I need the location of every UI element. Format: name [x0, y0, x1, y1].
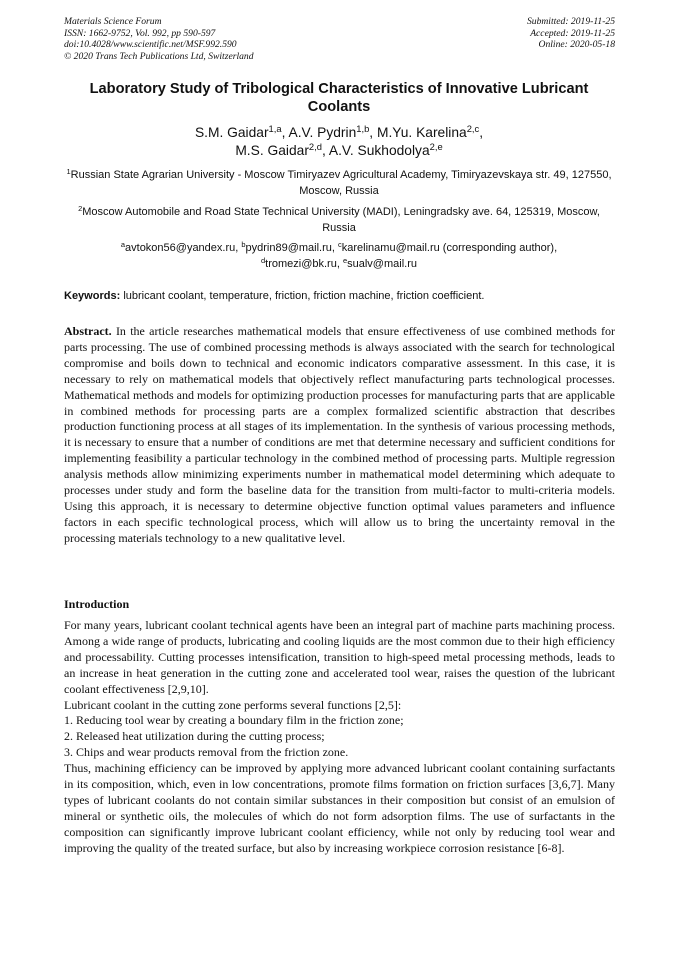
- affiliation-text: Russian State Agrarian University - Moscow Timiryazev Agricultural Academy, Timiryazevskaya str. 49, 127550, Moscow, Russia: [70, 169, 612, 197]
- journal-issn: ISSN: 1662-9752, Vol. 992, pp 590-597: [64, 27, 216, 39]
- email-mark: b: [241, 239, 246, 249]
- introduction-body: [64, 618, 615, 857]
- email-link[interactable]: avtokon56@yandex.ru,: [125, 242, 239, 254]
- author-list: S.M. Gaidar$^{1,a}$, A.V. Pydrin$^{1,b}$, M.Yu. Karelina$^{2,c}$, M.S. Gaidar$^{2,d}$, A.V. Sukhodolya$^{2,e}$: [194, 123, 484, 158]
- affiliation-number: 1: [66, 166, 71, 176]
- publication-dates: [527, 16, 615, 51]
- affiliation-1: [64, 167, 614, 199]
- abstract-label: Abstract.: [64, 324, 112, 338]
- email-mark: c: [338, 239, 342, 249]
- author-name: M.Yu. Karelina: [376, 125, 467, 140]
- author-affiliation-mark: 1,b: [356, 123, 370, 134]
- author-affiliation-mark: 2,d: [308, 141, 322, 152]
- email-list: [60, 240, 618, 272]
- accepted-date: Accepted: 2019-11-25: [530, 27, 615, 39]
- keywords: [64, 288, 616, 304]
- abstract-text: In the article researches mathematical models that ensure effectiveness of use combined methods for parts processing. The use of combined processing methods is always associated with the search for technological compromise and boils down to technical and economic indicators comparative assessment. In this case, it is necessary to rely on mathematical models that objectively reflect manufacturing parts technological processes. Mathematical methods and models for optimizing production processes for manufacturing parts that are applicable in combined methods for processing parts are a complex formalized scientific abstraction that describes production functioning process at all stages of its implementation. In the synthesis of various processing methods, it is necessary to ensure that a number of conditions are met that determine necessary and sufficient conditions for implementing feasibility a particular technology in the combined method of processing parts. Multiple regression analysis methods allow minimizing experiments number in mathematical model determining which adequate to processes under study and form the baseline data for the transition from multi-factor to multi-criteria models. Using this approach, it is necessary to determine objective function optimal values parameters and influence factors in each specific technological process, which will allow us to bring the uncertainty removal in the processing materials technology to a new qualitative level.: [64, 324, 616, 545]
- email-link[interactable]: tromezi@bk.ru,: [265, 258, 340, 270]
- function-list-item: 3. Chips and wear products removal from the friction zone.: [64, 745, 349, 760]
- function-list-item: 1. Reducing tool wear by creating a boundary film in the friction zone;: [64, 713, 404, 728]
- author-name: A.V. Sukhodolya: [328, 143, 430, 158]
- author-affiliation-mark: 2,c: [466, 123, 480, 134]
- intro-paragraph: Thus, machining efficiency can be improved by applying more advanced lubricant coolant containing surfactants in its composition, which, even in low concentrations, promote films formation on friction surfaces [3,6,7]. Many types of lubricant coolants do not contain similar substances in their composition but consist of an emulsion of mineral or synthetic oils, the molecules of which do not form adsorption films. The use of surfactants in the composition can significantly improve lubricant coolant efficiency, while not only by reducing tool wear and improving the quality of the treated surface, but also by increasing workpiece corrosion resistance [6-8].: [64, 761, 615, 855]
- intro-paragraph: Lubricant coolant in the cutting zone performs several functions [2,5]:: [64, 697, 402, 712]
- abstract: [64, 324, 615, 547]
- section-heading-introduction: Introduction: [64, 597, 130, 611]
- journal-doi: doi:10.4028/www.scientific.net/MSF.992.590: [64, 39, 237, 50]
- keywords-text: lubricant coolant, temperature, friction, friction machine, friction coefficient.: [123, 290, 485, 302]
- author-name: M.S. Gaidar: [235, 143, 309, 158]
- journal-copyright: © 2020 Trans Tech Publications Ltd, Switzerland: [64, 50, 254, 62]
- email-mark: a: [120, 239, 126, 249]
- email-mark: e: [342, 255, 348, 265]
- email-link[interactable]: karelinamu@mail.ru (corresponding author),: [341, 242, 558, 254]
- email-link[interactable]: pydrin89@mail.ru,: [245, 242, 335, 254]
- journal-info: [64, 16, 254, 62]
- function-list-item: 2. Released heat utilization during the cutting process;: [64, 729, 325, 744]
- journal-name: Materials Science Forum: [64, 16, 162, 27]
- submitted-date: Submitted: 2019-11-25: [526, 16, 615, 27]
- online-date: Online: 2020-05-18: [538, 39, 615, 50]
- email-mark: d: [261, 255, 266, 265]
- affiliation-number: 2: [78, 203, 83, 213]
- author-name: S.M. Gaidar: [194, 125, 269, 140]
- intro-paragraph: For many years, lubricant coolant technical agents have been an integral part of machine parts machining process. Among a wide range of products, lubricating and cooling liquids are the most common due to their high efficiency and processability. Cutting processes intensification, transition to high-speed metal processing methods, leads to an increase in heat generation in the cutting zone and accelerated tool wear, raises the question of the lubricant coolant effectiveness [2,9,10].: [64, 618, 615, 696]
- author-affiliation-mark: 1,a: [268, 123, 282, 134]
- affiliation-text: Moscow Automobile and Road State Technical University (MADI), Leningradsky ave. 64, 125319, Moscow, Russia: [82, 206, 600, 234]
- email-link[interactable]: sualv@mail.ru: [347, 258, 417, 270]
- author-affiliation-mark: 2,e: [429, 141, 443, 152]
- keywords-label: Keywords:: [64, 290, 121, 302]
- author-name: A.V. Pydrin: [288, 125, 357, 140]
- paper-title: Laboratory Study of Tribological Characteristics of Innovative Lubricant Coolants: [89, 81, 589, 115]
- affiliation-2: [64, 204, 614, 236]
